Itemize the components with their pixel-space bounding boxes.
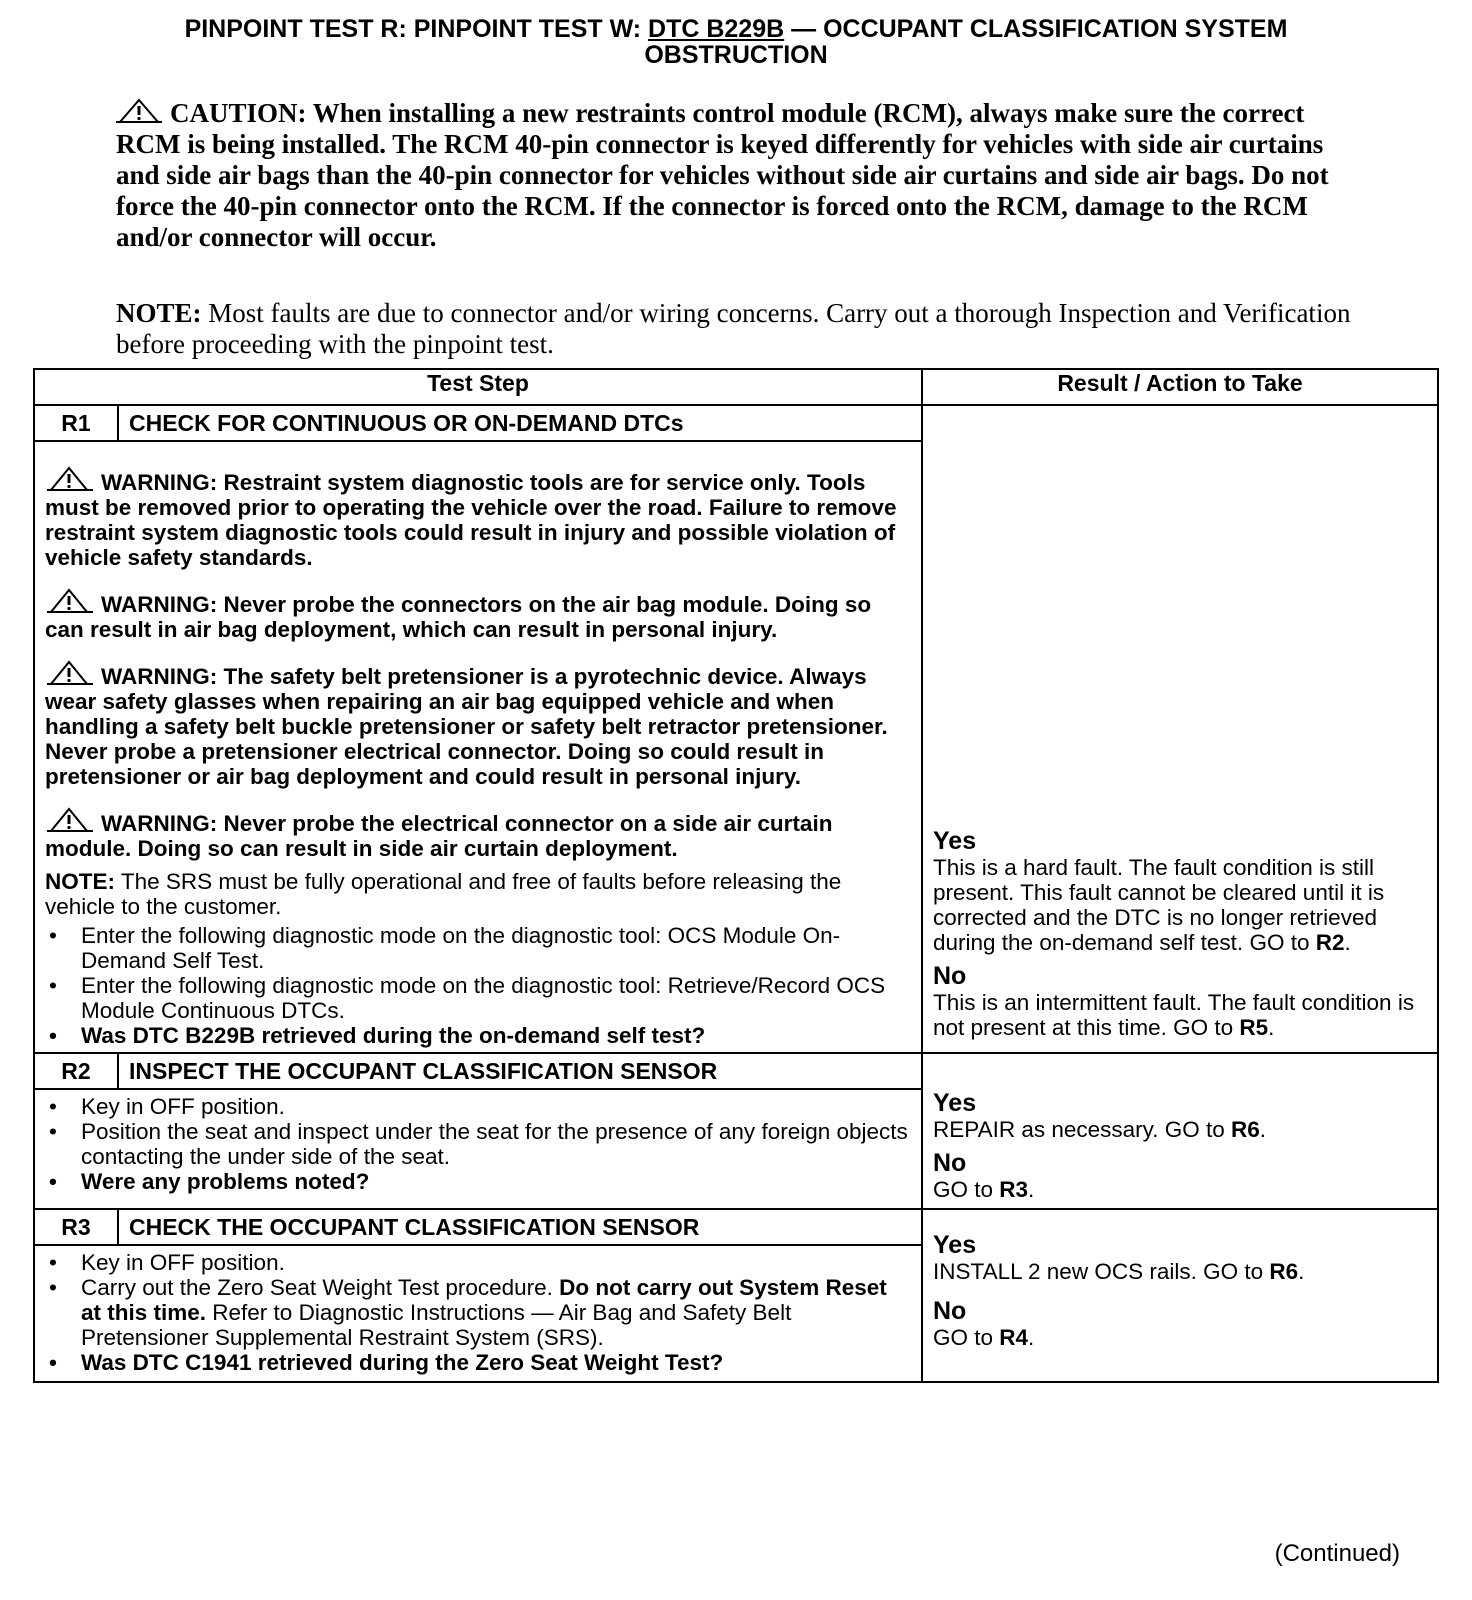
step-bullets	[45, 923, 911, 1048]
result-no-r1: No This is an intermittent fault. The fault condition is not present at this time. GO to R5.	[933, 962, 1415, 1040]
warning-paragraph: WARNING: Never probe the electrical connector on a side air curtain module. Doing so can result in side air curtain deployment.	[45, 807, 911, 861]
title-line-1: PINPOINT TEST R: PINPOINT TEST W: DTC B229B — OCCUPANT CLASSIFICATION SYSTEM	[184, 15, 1288, 43]
goto-link[interactable]: R6	[1269, 1259, 1299, 1284]
warning-paragraph: WARNING: Never probe the connectors on the air bag module. Doing so can result in air bag deployment, which can result in personal injury.	[45, 588, 911, 642]
step-title-r3: CHECK THE OCCUPANT CLASSIFICATION SENSOR	[118, 1209, 922, 1245]
warning-triangle-icon	[116, 98, 162, 124]
result-yes-r3: Yes INSTALL 2 new OCS rails. GO to R6.	[933, 1231, 1305, 1284]
step-title-r2: INSPECT THE OCCUPANT CLASSIFICATION SENSOR	[118, 1053, 922, 1089]
result-yes-r1: Yes This is a hard fault. The fault condition is still present. This fault cannot be cleared until it is corrected and the DTC is no longer retrieved during the on-demand self test. GO to R2.	[933, 827, 1385, 955]
step-body-r2	[34, 1089, 922, 1209]
goto-link[interactable]: R5	[1239, 1015, 1269, 1040]
warning-paragraph: WARNING: Restraint system diagnostic tools are for service only. Tools must be removed prior to operating the vehicle over the road. Failure to remove restraint system diagnostic tools could result in injury and possible violation of vehicle safety standards.	[45, 466, 911, 570]
warning-triangle-icon	[45, 588, 93, 614]
warning-triangle-icon	[45, 660, 93, 686]
pinpoint-table	[33, 368, 1439, 1383]
header-result: Result / Action to Take	[922, 369, 1438, 405]
list-item: • Key in OFF position.	[45, 1250, 911, 1275]
note-text: Most faults are due to connector and/or wiring concerns. Carry out a thorough Inspection and Verification before proceeding with the pinpoint test.	[116, 298, 1351, 359]
warning-triangle-icon	[45, 807, 93, 833]
continued-label: (Continued)	[1274, 1540, 1400, 1567]
result-no-r3: No GO to R4.	[933, 1297, 1035, 1350]
caution-text: CAUTION: When installing a new restraints control module (RCM), always make sure the correct RCM is being installed. The RCM 40-pin connector is keyed differently for vehicles with side air curtains and side air bags than the 40-pin connector for vehicles without side air curtains and side air bags. Do not force the 40-pin connector onto the RCM. If the connector is forced onto the RCM, damage to the RCM and/or connector will occur.	[116, 98, 1329, 252]
list-item: • Position the seat and inspect under the seat for the presence of any foreign objects contacting the under side of the seat.	[45, 1119, 911, 1169]
step-body-r3	[34, 1245, 922, 1382]
page-title	[60, 16, 1412, 68]
result-r2	[922, 1053, 1438, 1209]
step-title-r1: CHECK FOR CONTINUOUS OR ON-DEMAND DTCs	[118, 405, 922, 441]
step-bullets	[45, 1250, 911, 1375]
warning-triangle-icon	[45, 466, 93, 492]
step-question: • Was DTC C1941 retrieved during the Zero Seat Weight Test?	[45, 1350, 911, 1375]
step-note: NOTE: The SRS must be fully operational and free of faults before releasing the vehicle to the customer.	[45, 869, 842, 919]
result-no-r2: No GO to R3.	[933, 1149, 1035, 1202]
result-r3	[922, 1209, 1438, 1382]
step-id-r2: R2	[34, 1053, 118, 1089]
header-test-step: Test Step	[34, 369, 922, 405]
note-block	[116, 298, 1356, 360]
result-r1	[922, 405, 1438, 1053]
step-id-r3: R3	[34, 1209, 118, 1245]
list-item: • Carry out the Zero Seat Weight Test procedure. Do not carry out System Reset at this time. Refer to Diagnostic Instructions — Air Bag and Safety Belt Pretensioner Supplemental Restraint System (SRS).	[45, 1275, 911, 1350]
table-header-row	[34, 369, 1438, 405]
note-label: NOTE:	[116, 298, 202, 328]
step-question: • Were any problems noted?	[45, 1169, 911, 1194]
result-yes-r2: Yes REPAIR as necessary. GO to R6.	[933, 1089, 1267, 1142]
goto-link[interactable]: R6	[1231, 1117, 1260, 1142]
dtc-code: DTC B229B	[648, 15, 785, 43]
list-item: • Enter the following diagnostic mode on the diagnostic tool: OCS Module On-Demand Self Test.	[45, 923, 911, 973]
table-row	[34, 1209, 1438, 1245]
list-item: • Enter the following diagnostic mode on the diagnostic tool: Retrieve/Record OCS Module Continuous DTCs.	[45, 973, 911, 1023]
list-item: • Key in OFF position.	[45, 1094, 911, 1119]
table-row	[34, 1053, 1438, 1089]
caution-block	[116, 98, 1356, 253]
step-question: • Was DTC B229B retrieved during the on-demand self test?	[45, 1023, 911, 1048]
goto-link[interactable]: R2	[1315, 930, 1345, 955]
step-bullets	[45, 1094, 911, 1194]
warning-paragraph: WARNING: The safety belt pretensioner is a pyrotechnic device. Always wear safety glasses when repairing an air bag equipped vehicle and when handling a safety belt buckle pretensioner or safety belt retractor pretensioner. Never probe a pretensioner electrical connector. Doing so could result in pretensioner or air bag deployment and could result in personal injury.	[45, 660, 911, 789]
title-line-2: OBSTRUCTION	[644, 41, 828, 69]
goto-link[interactable]: R4	[999, 1325, 1029, 1350]
table-row	[34, 405, 1438, 441]
step-body-r1	[34, 441, 922, 1053]
goto-link[interactable]: R3	[999, 1177, 1029, 1202]
step-id-r1: R1	[34, 405, 118, 441]
